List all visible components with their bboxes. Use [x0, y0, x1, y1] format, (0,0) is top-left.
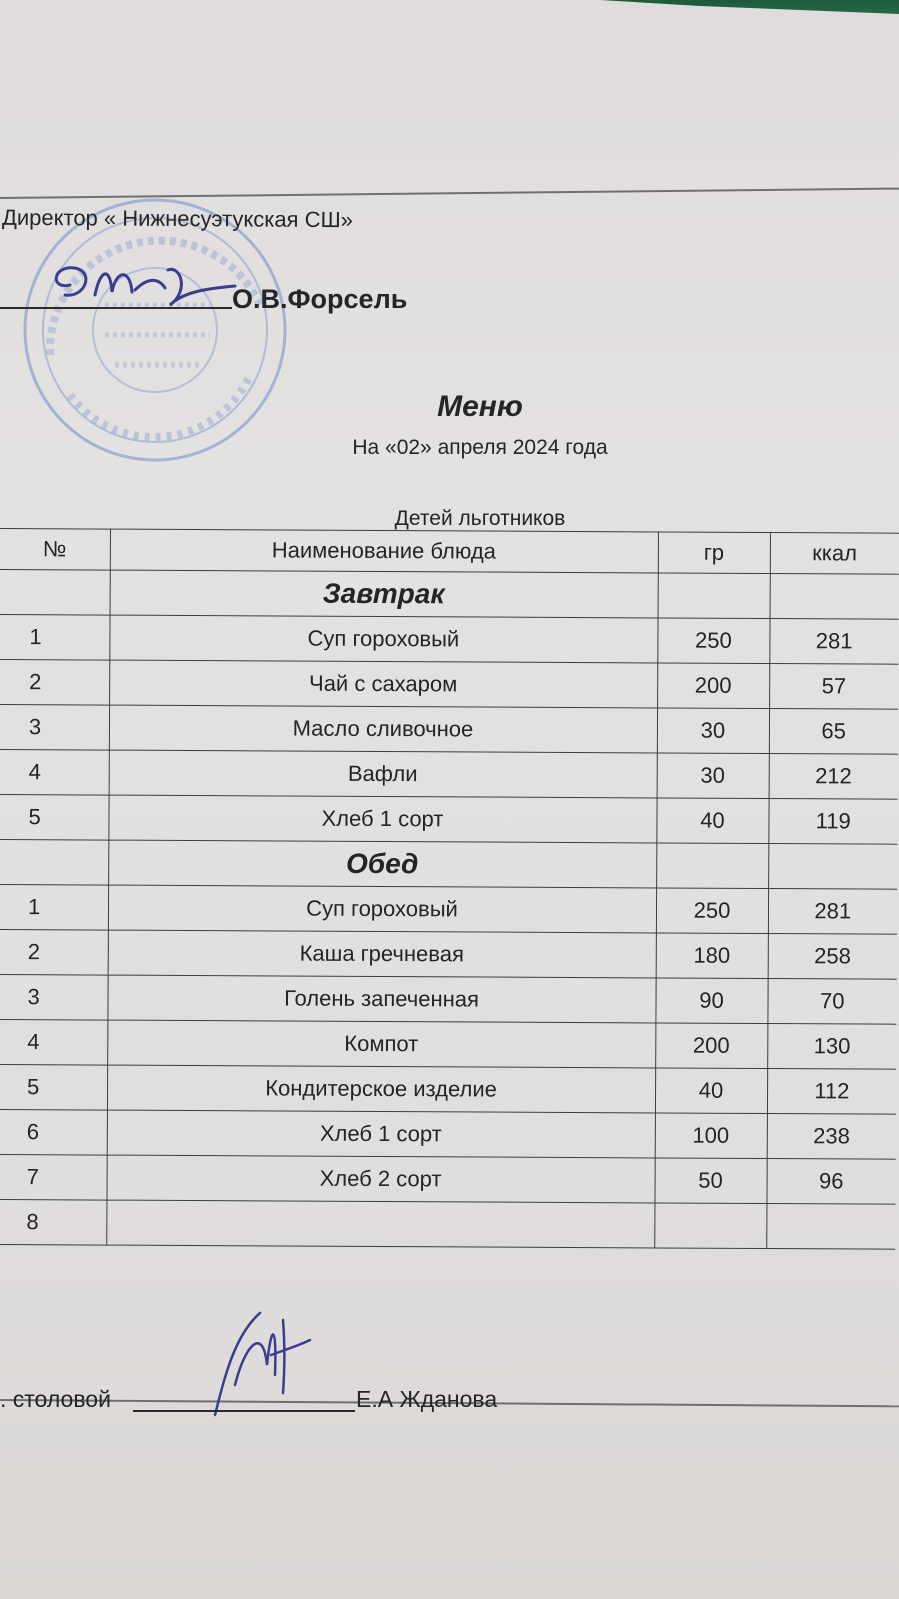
table-header-row	[0, 529, 899, 575]
footer-name: Е.А Жданова	[356, 1386, 498, 1412]
dish-grams: 40	[655, 1068, 767, 1114]
section-number-cell	[0, 839, 108, 885]
dish-kcal: 57	[769, 664, 898, 710]
dish-kcal: 96	[766, 1159, 895, 1205]
table-row	[0, 1109, 896, 1159]
table-row	[0, 1064, 896, 1114]
column-header-grams: гр	[658, 532, 770, 574]
column-header-number: №	[0, 529, 110, 571]
row-number: 4	[0, 1019, 107, 1065]
table-row	[0, 884, 897, 934]
dish-grams: 90	[655, 978, 767, 1024]
dish-grams	[654, 1203, 766, 1249]
row-number: 5	[0, 1064, 107, 1110]
dish-kcal: 130	[767, 1024, 896, 1070]
table-row	[0, 1019, 896, 1069]
dish-grams: 30	[657, 753, 769, 799]
dish-name: Хлеб 1 сорт	[107, 1110, 655, 1158]
dish-name: Голень запеченная	[107, 975, 655, 1023]
section-kcal-cell	[770, 574, 899, 620]
row-number: 2	[0, 659, 109, 705]
dish-name: Кондитерское изделие	[107, 1065, 655, 1113]
row-number: 6	[0, 1109, 107, 1155]
dish-name: Суп гороховый	[108, 885, 656, 933]
table-row	[0, 1154, 896, 1204]
dish-kcal: 281	[768, 889, 897, 935]
section-name: Обед	[108, 840, 656, 888]
section-grams-cell	[658, 573, 770, 619]
dish-grams: 250	[656, 888, 768, 934]
section-row	[0, 839, 897, 889]
row-number: 1	[0, 614, 110, 660]
section-row	[0, 569, 899, 619]
director-sign-line	[0, 307, 232, 309]
dish-kcal: 119	[768, 799, 897, 845]
dish-grams: 200	[655, 1023, 767, 1069]
row-number: 4	[0, 749, 109, 795]
table-row	[0, 704, 898, 754]
row-number: 2	[0, 929, 108, 975]
menu-group: Детей льготников	[394, 507, 566, 530]
director-name: О.В.Форсель	[232, 284, 408, 314]
table-row	[0, 794, 898, 844]
dish-grams: 40	[656, 798, 768, 844]
footer-role: . столовой	[0, 1386, 111, 1412]
dish-name	[106, 1200, 654, 1248]
dish-grams: 250	[657, 618, 769, 664]
dish-name: Масло сливочное	[109, 705, 657, 753]
row-number: 3	[0, 974, 108, 1020]
row-number: 7	[0, 1154, 107, 1200]
table-row	[0, 1199, 895, 1249]
section-grams-cell	[656, 843, 768, 889]
dish-name: Суп гороховый	[109, 615, 657, 663]
dish-grams: 50	[654, 1158, 766, 1204]
section-number-cell	[0, 569, 110, 615]
table-row	[0, 929, 897, 979]
dish-name: Чай с сахаром	[109, 660, 657, 708]
table-row	[0, 614, 899, 664]
dish-kcal: 112	[767, 1069, 896, 1115]
dish-kcal	[766, 1204, 895, 1250]
dish-name: Хлеб 1 сорт	[108, 795, 656, 843]
table-row	[0, 749, 898, 799]
dish-grams: 30	[657, 708, 769, 754]
row-number: 1	[0, 884, 108, 930]
section-name: Завтрак	[110, 570, 658, 618]
dish-name: Компот	[107, 1020, 655, 1068]
dish-name: Хлеб 2 сорт	[106, 1155, 654, 1203]
menu-table	[0, 528, 899, 1250]
column-header-dish: Наименование блюда	[110, 529, 658, 573]
dish-kcal: 70	[767, 979, 896, 1025]
dish-kcal: 238	[767, 1114, 896, 1160]
menu-date: На «02» апреля 2024 года	[352, 436, 608, 459]
menu-title: Меню	[437, 390, 523, 423]
dish-grams: 200	[657, 663, 769, 709]
dish-grams: 180	[656, 933, 768, 979]
dish-grams: 100	[655, 1113, 767, 1159]
dish-kcal: 212	[769, 754, 898, 800]
row-number: 3	[0, 704, 109, 750]
table-row	[0, 974, 897, 1024]
row-number: 5	[0, 794, 109, 840]
menu-table-body	[0, 569, 899, 1249]
dish-name: Вафли	[109, 750, 657, 798]
row-number: 8	[0, 1199, 106, 1245]
table-row	[0, 659, 898, 709]
dish-name: Каша гречневая	[108, 930, 656, 978]
dish-kcal: 281	[769, 619, 898, 665]
dish-kcal: 258	[768, 934, 897, 980]
director-line: Директор « Нижнесуэтукская СШ»	[1, 204, 354, 233]
dish-kcal: 65	[769, 709, 898, 755]
column-header-kcal: ккал	[770, 533, 899, 575]
footer-sign-line	[133, 1410, 355, 1412]
section-kcal-cell	[768, 844, 897, 890]
